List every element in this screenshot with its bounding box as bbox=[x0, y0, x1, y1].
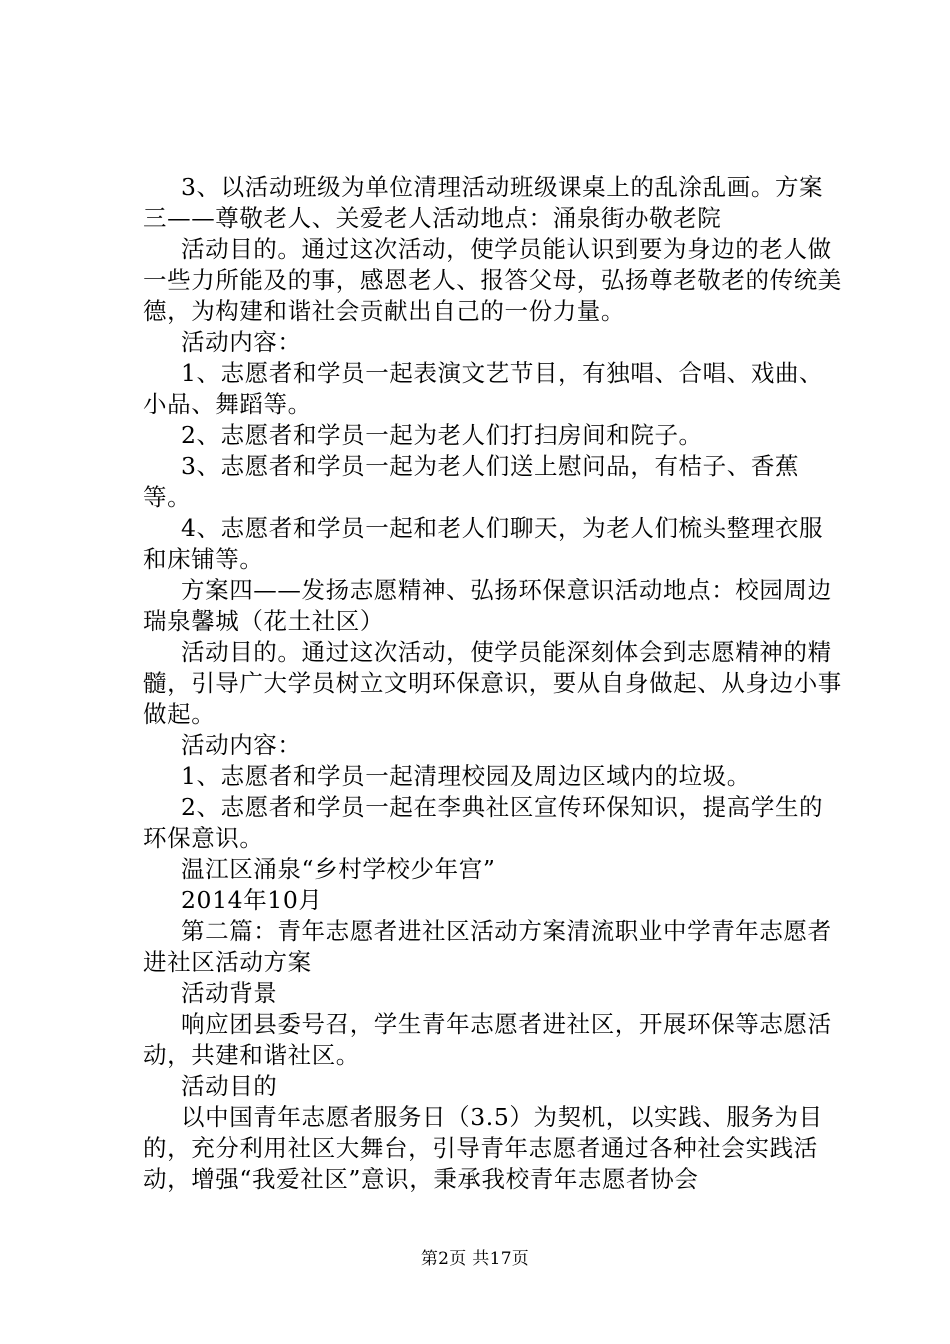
paragraph: 活动目的。通过这次活动，使学员能认识到要为身边的老人做一些力所能及的事，感恩老人、报答父母，弘扬尊老敬老的传统美德，为构建和谐社会贡献出自己的一份力量。 bbox=[143, 235, 842, 325]
paragraph: 1、志愿者和学员一起表演文艺节目，有独唱、合唱、戏曲、小品、舞蹈等。 bbox=[143, 359, 824, 418]
document-body bbox=[143, 172, 843, 1195]
paragraph: 活动背景 bbox=[181, 979, 278, 1007]
paragraph: 3、以活动班级为单位清理活动班级课桌上的乱涂乱画。方案三——尊敬老人、关爱老人活动地点：涌泉街办敬老院 bbox=[143, 173, 824, 232]
paragraph: 方案四——发扬志愿精神、弘扬环保意识活动地点：校园周边瑞泉馨城（花土社区） bbox=[143, 576, 832, 635]
paragraph: 响应团县委号召，学生青年志愿者进社区，开展环保等志愿活动，共建和谐社区。 bbox=[143, 1010, 832, 1069]
paragraph: 活动内容： bbox=[181, 328, 302, 356]
paragraph: 第二篇：青年志愿者进社区活动方案清流职业中学青年志愿者进社区活动方案 bbox=[143, 917, 832, 976]
paragraph: 4、志愿者和学员一起和老人们聊天，为老人们梳头整理衣服和床铺等。 bbox=[143, 514, 824, 573]
paragraph: 2014年10月 bbox=[181, 886, 323, 914]
paragraph: 活动目的。通过这次活动，使学员能深刻体会到志愿精神的精髓，引导广大学员树立文明环保意识，要从自身做起、从身边小事做起。 bbox=[143, 638, 842, 728]
paragraph: 2、志愿者和学员一起为老人们打扫房间和院子。 bbox=[181, 421, 703, 449]
paragraph: 3、志愿者和学员一起为老人们送上慰问品，有桔子、香蕉等。 bbox=[143, 452, 800, 511]
paragraph: 2、志愿者和学员一起在李典社区宣传环保知识，提高学生的环保意识。 bbox=[143, 793, 824, 852]
paragraph: 活动内容： bbox=[181, 731, 302, 759]
paragraph: 活动目的 bbox=[181, 1072, 278, 1100]
paragraph: 温江区涌泉“乡村学校少年宫” bbox=[181, 855, 496, 883]
paragraph: 以中国青年志愿者服务日（3.5）为契机，以实践、服务为目的，充分利用社区大舞台，引导青年志愿者通过各种社会实践活动，增强“我爱社区”意识，秉承我校青年志愿者协会 bbox=[143, 1103, 823, 1193]
paragraph: 1、志愿者和学员一起清理校园及周边区域内的垃圾。 bbox=[181, 762, 751, 790]
page-footer bbox=[0, 1244, 950, 1269]
page-number-label: 第2页 共17页 bbox=[420, 1249, 530, 1269]
